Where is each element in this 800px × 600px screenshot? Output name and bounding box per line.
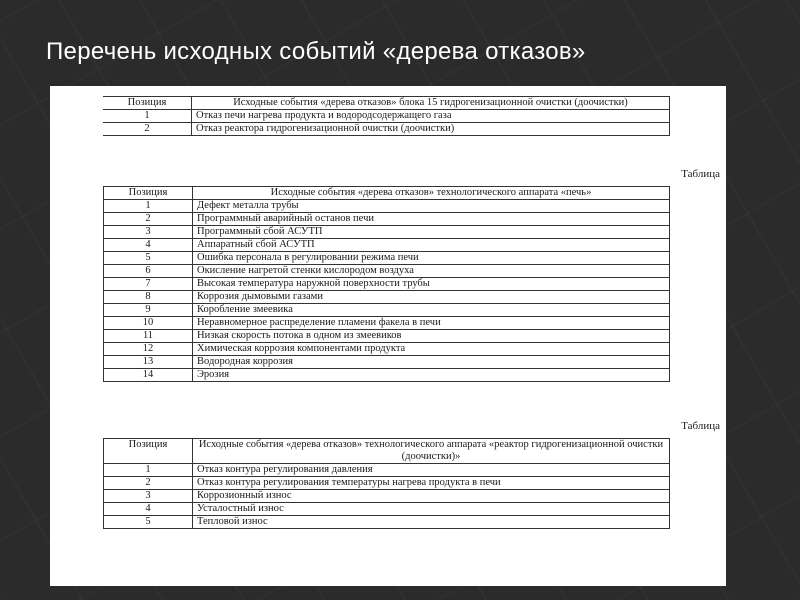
table-block15 [103,96,670,136]
table-row [104,239,670,252]
cell-position: 10 [104,317,193,330]
cell-event: Ошибка персонала в регулировании режима печи [193,252,670,265]
table-row [104,291,670,304]
slide-title: Перечень исходных событий «дерева отказов» [46,38,586,65]
cell-position: 4 [104,239,193,252]
cell-position: 5 [104,516,193,529]
cell-position: 1 [104,464,193,477]
cell-event: Дефект металла трубы [193,200,670,213]
column-header-position: Позиция [104,187,193,200]
table-row [104,252,670,265]
cell-event: Высокая температура наружной поверхности трубы [193,278,670,291]
cell-position: 3 [104,490,193,503]
cell-event: Отказ реактора гидрогенизационной очистки (доочистки) [192,123,670,136]
table-row [104,304,670,317]
cell-position: 13 [104,356,193,369]
cell-event: Эрозия [193,369,670,382]
cell-position: 5 [104,252,193,265]
table-caption: Таблица [681,168,720,180]
table-row [104,265,670,278]
table-row [103,110,670,123]
cell-position: 1 [103,110,192,123]
table-row [104,356,670,369]
cell-position: 14 [104,369,193,382]
table-furnace [103,186,670,382]
table-row [104,226,670,239]
cell-event: Отказ контура регулирования давления [193,464,670,477]
cell-position: 2 [103,123,192,136]
table-row [104,503,670,516]
table-header-row [103,97,670,110]
table-header-row [104,439,670,464]
table-row [104,516,670,529]
cell-event: Отказ контура регулирования температуры нагрева продукта в печи [193,477,670,490]
cell-event: Окисление нагретой стенки кислородом воздуха [193,265,670,278]
table-caption: Таблица [681,420,720,432]
cell-event: Водородная коррозия [193,356,670,369]
table-row [103,123,670,136]
cell-event: Коробление змеевика [193,304,670,317]
table-reactor [103,438,670,529]
cell-event: Программный сбой АСУТП [193,226,670,239]
cell-position: 2 [104,477,193,490]
cell-event: Тепловой износ [193,516,670,529]
cell-position: 2 [104,213,193,226]
cell-position: 6 [104,265,193,278]
cell-event: Аппаратный сбой АСУТП [193,239,670,252]
table-row [104,343,670,356]
cell-event: Отказ печи нагрева продукта и водородсодержащего газа [192,110,670,123]
cell-event: Низкая скорость потока в одном из змеевиков [193,330,670,343]
cell-position: 1 [104,200,193,213]
cell-position: 11 [104,330,193,343]
cell-event: Химическая коррозия компонентами продукта [193,343,670,356]
table-header-row [104,187,670,200]
cell-event: Программный аварийный останов печи [193,213,670,226]
table-row [104,477,670,490]
document-scan [50,86,726,586]
cell-event: Коррозия дымовыми газами [193,291,670,304]
table-row [104,369,670,382]
column-header-events: Исходные события «дерева отказов» блока 15 гидрогенизационной очистки (доочистки) [192,97,670,110]
cell-event: Коррозионный износ [193,490,670,503]
cell-position: 3 [104,226,193,239]
column-header-events: Исходные события «дерева отказов» технологического аппарата «реактор гидрогенизационной очистки (доочистки)» [193,439,670,464]
column-header-events: Исходные события «дерева отказов» технологического аппарата «печь» [193,187,670,200]
cell-position: 9 [104,304,193,317]
column-header-position: Позиция [103,97,192,110]
table-row [104,278,670,291]
table-row [104,490,670,503]
cell-position: 12 [104,343,193,356]
cell-position: 4 [104,503,193,516]
cell-position: 8 [104,291,193,304]
table-row [104,200,670,213]
table-row [104,317,670,330]
cell-event: Усталостный износ [193,503,670,516]
cell-position: 7 [104,278,193,291]
table-row [104,213,670,226]
table-row [104,464,670,477]
column-header-position: Позиция [104,439,193,464]
cell-event: Неравномерное распределение пламени факела в печи [193,317,670,330]
table-row [104,330,670,343]
